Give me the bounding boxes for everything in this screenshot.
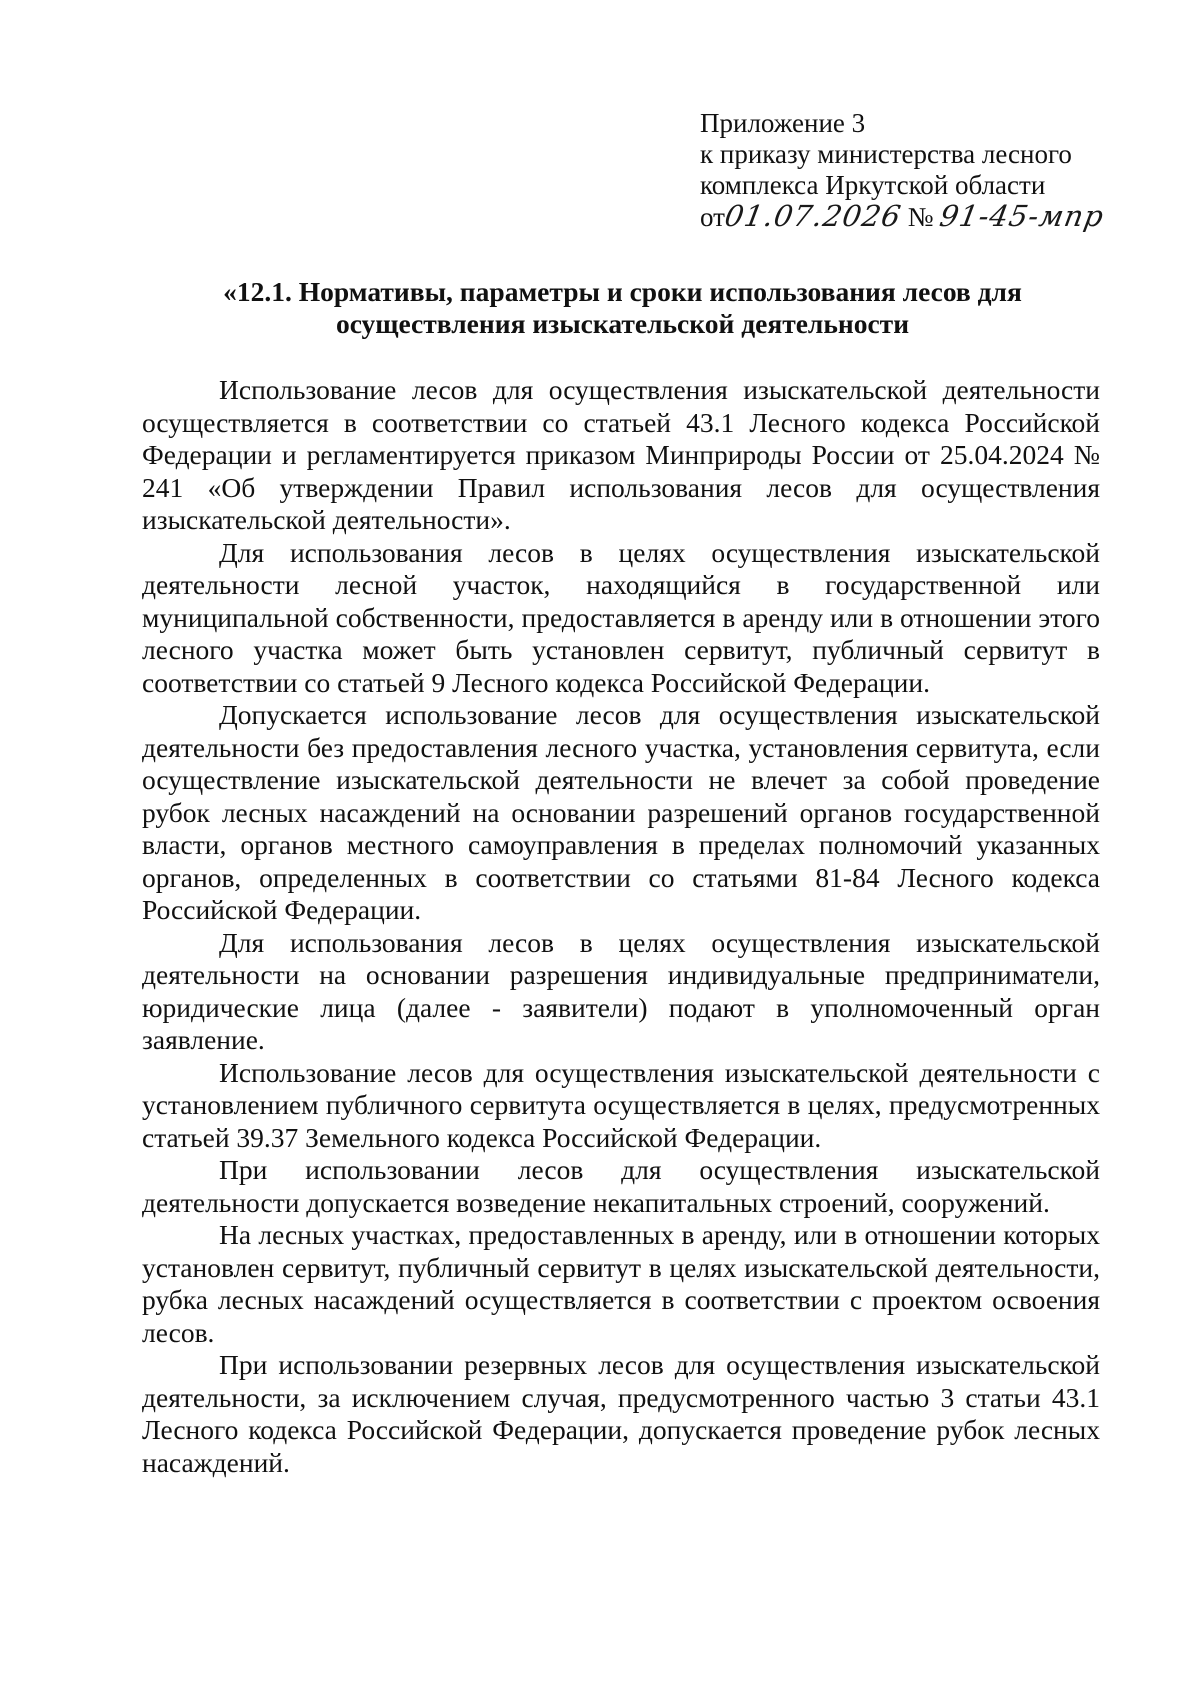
paragraph: Для использования лесов в целях осуществления изыскательской деятельности на основании разрешения индивидуальные предприниматели, юридические лица (далее - заявители) подают в уполномоченный орган заявление. — [142, 926, 1100, 1055]
appendix-date-number-line — [700, 201, 1140, 233]
number-prefix: № — [907, 202, 934, 232]
appendix-title: Приложение 3 — [700, 108, 866, 138]
paragraph: Использование лесов для осуществления изыскательской деятельности с установлением публичного сервитута осуществляется в целях, предусмотренных статьей 39.37 Земельного кодекса Российской Федерации. — [142, 1056, 1100, 1153]
appendix-header — [700, 108, 1140, 233]
handwritten-number: 91-45-мпр — [937, 199, 1108, 233]
handwritten-date: 01.07.2026 — [722, 199, 905, 233]
appendix-order-line: к приказу министерства лесного — [700, 139, 1072, 169]
paragraph: При использовании лесов для осуществления изыскательской деятельности допускается возведение некапитальных строений, сооружений. — [142, 1154, 1100, 1218]
paragraph: Для использования лесов в целях осуществления изыскательской деятельности лесной участок, находящийся в государственной или муниципальной собственности, предоставляется в аренду или в отношении этого лесного участка может быть установлен сервитут, публичный сервитут в соответствии со статьей 9 Лесного кодекса Российской Федерации. — [142, 536, 1100, 698]
appendix-ministry-line: комплекса Иркутской области — [700, 170, 1046, 200]
document-body — [142, 374, 1100, 1479]
paragraph: Использование лесов для осуществления изыскательской деятельности осуществляется в соответствии со статьей 43.1 Лесного кодекса Российской Федерации и регламентируется приказом Минприроды России от 25.04.2024 № 241 «Об утверждении Правил использования лесов для осуществления изыскательской деятельности». — [142, 374, 1100, 535]
section-title: «12.1. Нормативы, параметры и сроки использования лесов для осуществления изыскательской деятельности — [223, 276, 1022, 339]
paragraph: На лесных участках, предоставленных в аренду, или в отношении которых установлен сервитут, публичный сервитут в целях изыскательской деятельности, рубка лесных насаждений осуществляется в соответствии с проектом освоения лесов. — [142, 1219, 1100, 1348]
paragraph: Допускается использование лесов для осуществления изыскательской деятельности без предоставления лесного участка, установления сервитута, если осуществление изыскательской деятельности не влечет за собой проведение рубок лесных насаждений на основании разрешений органов государственной власти, органов местного самоуправления в пределах полномочий указанных органов, определенных в соответствии со статьями 81-84 Лесного кодекса Российской Федерации. — [142, 699, 1100, 925]
paragraph: При использовании резервных лесов для осуществления изыскательской деятельности, за исключением случая, предусмотренного частью 3 статьи 43.1 Лесного кодекса Российской Федерации, допускается проведение рубок лесных насаждений. — [142, 1349, 1100, 1478]
date-prefix: от — [700, 202, 725, 232]
